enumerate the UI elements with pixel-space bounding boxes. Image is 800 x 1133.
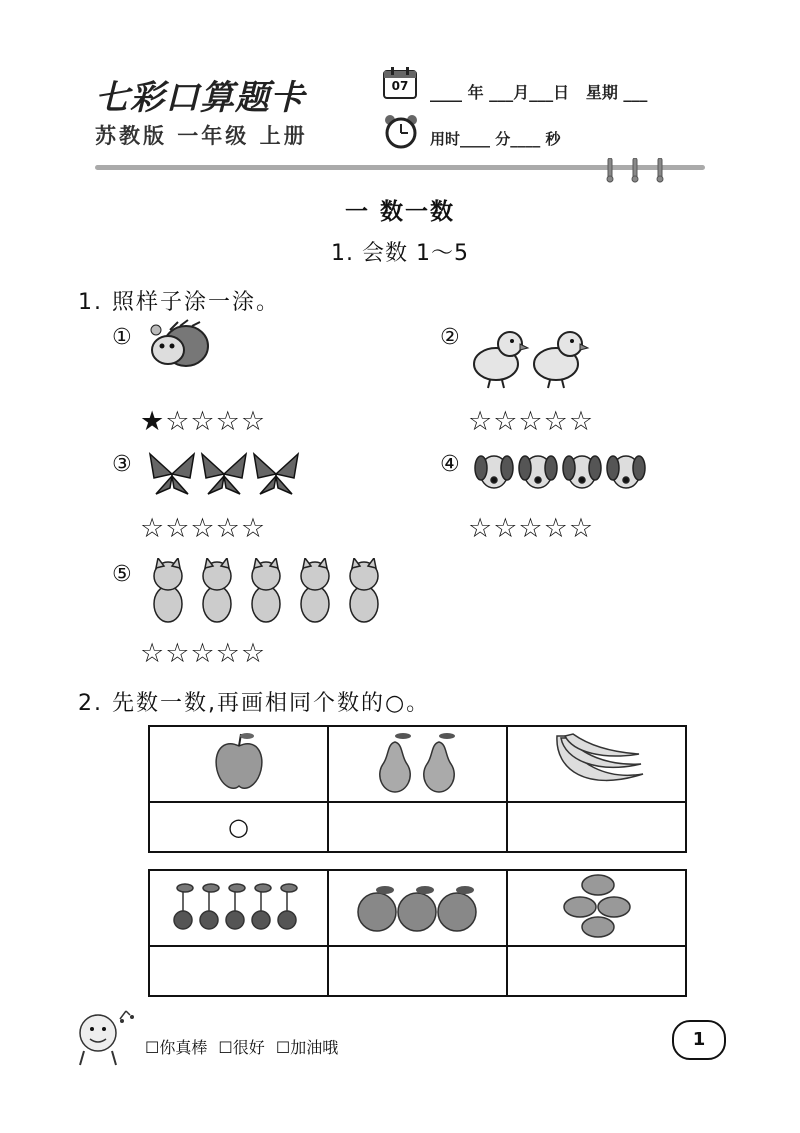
cherry-icon: [171, 878, 306, 934]
question-2-title: 2. 先数一数,再画相同个数的○。: [78, 691, 431, 716]
apple-answer[interactable]: ○: [149, 802, 328, 852]
item-4-number: ④: [440, 452, 460, 477]
pear-cell: [328, 726, 507, 802]
fruit-table-1: [148, 725, 687, 853]
item-1-stars[interactable]: ★☆☆☆☆: [140, 406, 267, 437]
item-2-stars[interactable]: ☆☆☆☆☆: [468, 406, 595, 437]
fruit-table-2: [148, 869, 687, 997]
clock-icon: [382, 113, 420, 153]
orange-answer[interactable]: [328, 946, 507, 996]
edition-label: 苏教版 一年级 上册: [95, 124, 308, 148]
banana-icon: [547, 730, 647, 794]
lesson-subtitle: 1. 会数 1～5: [331, 241, 469, 266]
calendar-day: 07: [391, 79, 409, 93]
calendar-icon: [382, 66, 418, 100]
chick-icons: [470, 322, 590, 396]
kitten-icons: [146, 558, 391, 630]
hedgehog-icon: [148, 318, 210, 374]
banana-cell: [507, 726, 686, 802]
self-rating-options[interactable]: ☐你真棒 ☐很好 ☐加油哦: [145, 1038, 339, 1057]
kiwi-cell: [507, 870, 686, 946]
banana-answer[interactable]: [507, 802, 686, 852]
question-1-title: 1. 照样子涂一涂。: [78, 290, 280, 315]
brand-title: 七彩口算题卡: [95, 78, 305, 118]
section-title: 一 数一数: [344, 199, 455, 225]
item-1-number: ①: [112, 325, 132, 350]
date-line: ____ 年 ___月___日 星期 ___: [430, 83, 648, 102]
cherry-cell: [149, 870, 328, 946]
apple-icon: [211, 730, 267, 794]
page-number: 1: [672, 1020, 726, 1060]
orange-cell: [328, 870, 507, 946]
pear-icon: [373, 730, 463, 794]
butterfly-icons: [146, 448, 306, 504]
item-5-number: ⑤: [112, 562, 132, 587]
apple-cell: [149, 726, 328, 802]
cherry-answer[interactable]: [149, 946, 328, 996]
pear-answer[interactable]: [328, 802, 507, 852]
mascot-icon: [70, 1005, 140, 1073]
divider-pins-icon: [600, 158, 680, 188]
kiwi-answer[interactable]: [507, 946, 686, 996]
item-4-stars[interactable]: ☆☆☆☆☆: [468, 513, 595, 544]
item-3-number: ③: [112, 452, 132, 477]
puppy-icons: [472, 448, 652, 502]
time-line: 用时____ 分____ 秒: [430, 130, 561, 148]
item-3-stars[interactable]: ☆☆☆☆☆: [140, 513, 267, 544]
orange-icon: [355, 878, 480, 934]
item-2-number: ②: [440, 325, 460, 350]
kiwi-icon: [562, 873, 632, 939]
item-5-stars[interactable]: ☆☆☆☆☆: [140, 638, 267, 669]
